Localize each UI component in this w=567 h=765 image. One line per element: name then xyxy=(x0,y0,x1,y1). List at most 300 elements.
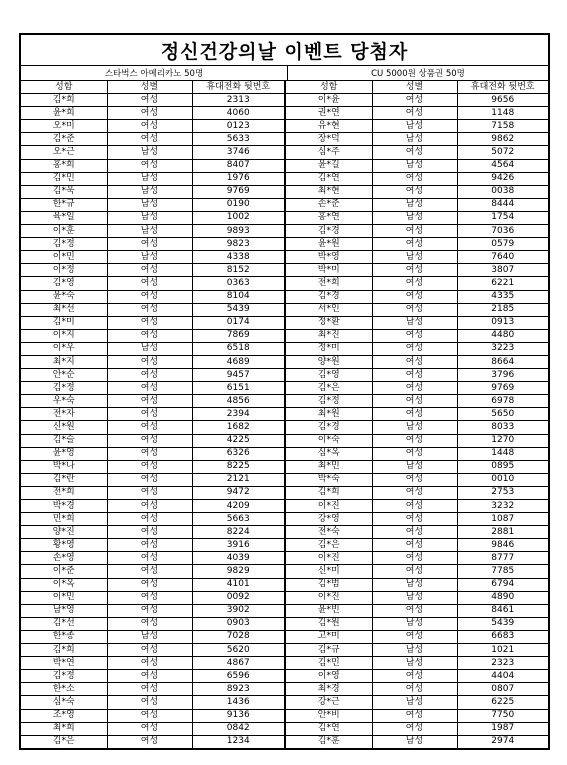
name-cell: 김*민 xyxy=(285,657,372,670)
phone-cell: 5663 xyxy=(192,513,285,526)
table-header-row xyxy=(21,81,548,94)
phone-cell: 0579 xyxy=(457,238,548,251)
name-cell: 심*숙 xyxy=(21,696,107,709)
column-header-gender-right: 성별 xyxy=(372,81,457,94)
name-cell: 이*숙 xyxy=(285,434,372,447)
table-row xyxy=(21,408,548,421)
gender-cell: 여성 xyxy=(107,434,192,447)
phone-cell: 7036 xyxy=(457,225,548,238)
phone-cell: 4564 xyxy=(457,159,548,172)
name-cell: 남*영 xyxy=(21,604,107,617)
name-cell: 전*자 xyxy=(21,408,107,421)
name-cell: 장*덕 xyxy=(285,133,372,146)
phone-cell: 4480 xyxy=(457,329,548,342)
gender-cell: 여성 xyxy=(107,264,192,277)
gender-cell: 여성 xyxy=(107,473,192,486)
phone-cell: 4335 xyxy=(457,290,548,303)
gender-cell: 여성 xyxy=(107,500,192,513)
gender-cell: 여성 xyxy=(107,355,192,368)
gender-cell: 여성 xyxy=(107,408,192,421)
phone-cell: 7640 xyxy=(457,251,548,264)
name-cell: 김*희 xyxy=(21,644,107,657)
column-header-gender-left: 성별 xyxy=(107,81,192,94)
phone-cell: 6326 xyxy=(192,447,285,460)
phone-cell: 0190 xyxy=(192,198,285,211)
gender-cell: 여성 xyxy=(107,133,192,146)
name-cell: 이*우 xyxy=(21,342,107,355)
phone-cell: 5650 xyxy=(457,408,548,421)
phone-cell: 5633 xyxy=(192,133,285,146)
gender-cell: 남성 xyxy=(107,630,192,643)
gender-cell: 여성 xyxy=(107,670,192,683)
phone-cell: 4039 xyxy=(192,552,285,565)
table-row xyxy=(21,211,548,224)
gender-cell: 남성 xyxy=(372,657,457,670)
phone-cell: 6596 xyxy=(192,670,285,683)
phone-cell: 1021 xyxy=(457,644,548,657)
name-cell: 고*미 xyxy=(285,630,372,643)
gender-cell: 여성 xyxy=(372,513,457,526)
table-row xyxy=(21,355,548,368)
gender-cell: 여성 xyxy=(372,225,457,238)
gender-cell: 남성 xyxy=(372,251,457,264)
name-cell: 김*정 xyxy=(285,395,372,408)
table-row xyxy=(21,251,548,264)
gender-cell: 여성 xyxy=(372,342,457,355)
gender-cell: 남성 xyxy=(107,211,192,224)
name-cell: 최*현 xyxy=(285,185,372,198)
name-cell: 김*훈 xyxy=(285,735,372,748)
name-cell: 최*민 xyxy=(285,460,372,473)
phone-cell: 1682 xyxy=(192,421,285,434)
phone-cell: 3796 xyxy=(457,369,548,382)
name-cell: 이*진 xyxy=(285,591,372,604)
name-cell: 김*란 xyxy=(21,473,107,486)
phone-cell: 9862 xyxy=(457,133,548,146)
prize-header-row xyxy=(21,66,548,81)
name-cell: 김*정 xyxy=(21,382,107,395)
name-cell: 서*인 xyxy=(285,303,372,316)
gender-cell: 남성 xyxy=(107,185,192,198)
gender-cell: 여성 xyxy=(107,486,192,499)
table-row xyxy=(21,382,548,395)
name-cell: 박*연 xyxy=(21,657,107,670)
gender-cell: 여성 xyxy=(107,683,192,696)
name-cell: 김*욱 xyxy=(21,185,107,198)
gender-cell: 남성 xyxy=(107,198,192,211)
phone-cell: 4689 xyxy=(192,355,285,368)
name-cell: 김*희 xyxy=(285,486,372,499)
phone-cell: 2394 xyxy=(192,408,285,421)
table-row xyxy=(21,630,548,643)
gender-cell: 여성 xyxy=(372,565,457,578)
name-cell: 윤*빈 xyxy=(285,604,372,617)
name-cell: 김*선 xyxy=(21,617,107,630)
phone-cell: 0913 xyxy=(457,316,548,329)
table-row xyxy=(21,513,548,526)
gender-cell: 여성 xyxy=(107,604,192,617)
table-row xyxy=(21,395,548,408)
phone-cell: 9136 xyxy=(192,709,285,722)
table-row xyxy=(21,486,548,499)
gender-cell: 여성 xyxy=(107,578,192,591)
phone-cell: 1436 xyxy=(192,696,285,709)
gender-cell: 여성 xyxy=(107,644,192,657)
phone-cell: 4209 xyxy=(192,500,285,513)
gender-cell: 여성 xyxy=(107,120,192,133)
name-cell: 김*규 xyxy=(285,644,372,657)
phone-cell: 1234 xyxy=(192,735,285,748)
gender-cell: 남성 xyxy=(107,225,192,238)
table-row xyxy=(21,447,548,460)
phone-cell: 7028 xyxy=(192,630,285,643)
phone-cell: 1002 xyxy=(192,211,285,224)
phone-cell: 9656 xyxy=(457,94,548,107)
name-cell: 안*순 xyxy=(21,369,107,382)
gender-cell: 남성 xyxy=(107,342,192,355)
gender-cell: 남성 xyxy=(372,617,457,630)
phone-cell: 9472 xyxy=(192,486,285,499)
name-cell: 김*은 xyxy=(285,382,372,395)
gender-cell: 여성 xyxy=(372,552,457,565)
page-title: 정신건강의날 이벤트 당첨자 xyxy=(21,35,548,66)
gender-cell: 여성 xyxy=(107,94,192,107)
name-cell: 이*진 xyxy=(285,552,372,565)
name-cell: 김*은 xyxy=(21,735,107,748)
table-row xyxy=(21,94,548,107)
winners-table-body xyxy=(21,94,548,748)
name-cell: 최*진 xyxy=(285,329,372,342)
table-row xyxy=(21,552,548,565)
gender-cell: 여성 xyxy=(107,722,192,735)
table-row xyxy=(21,133,548,146)
gender-cell: 여성 xyxy=(372,238,457,251)
gender-cell: 여성 xyxy=(372,434,457,447)
table-row xyxy=(21,500,548,513)
phone-cell: 9823 xyxy=(192,238,285,251)
phone-cell: 9769 xyxy=(457,382,548,395)
gender-cell: 여성 xyxy=(372,172,457,185)
gender-cell: 여성 xyxy=(372,709,457,722)
phone-cell: 4404 xyxy=(457,670,548,683)
gender-cell: 여성 xyxy=(107,526,192,539)
phone-cell: 8224 xyxy=(192,526,285,539)
gender-cell: 여성 xyxy=(372,408,457,421)
name-cell: 박*숙 xyxy=(285,473,372,486)
name-cell: 김*영 xyxy=(285,369,372,382)
gender-cell: 남성 xyxy=(107,172,192,185)
column-header-name-right: 성함 xyxy=(285,81,372,94)
name-cell: 윤*희 xyxy=(21,107,107,120)
name-cell: 김*준 xyxy=(21,133,107,146)
table-row xyxy=(21,172,548,185)
phone-cell: 3232 xyxy=(457,500,548,513)
name-cell: 신*원 xyxy=(21,421,107,434)
gender-cell: 여성 xyxy=(107,382,192,395)
table-row xyxy=(21,617,548,630)
phone-cell: 8152 xyxy=(192,264,285,277)
name-cell: 홍*연 xyxy=(285,211,372,224)
gender-cell: 여성 xyxy=(107,696,192,709)
table-row xyxy=(21,120,548,133)
name-cell: 황*영 xyxy=(21,539,107,552)
phone-cell: 0038 xyxy=(457,185,548,198)
gender-cell: 여성 xyxy=(372,290,457,303)
name-cell: 김*연 xyxy=(285,172,372,185)
gender-cell: 여성 xyxy=(372,277,457,290)
phone-cell: 2323 xyxy=(457,657,548,670)
gender-cell: 남성 xyxy=(372,159,457,172)
name-cell: 이*훈 xyxy=(21,225,107,238)
table-row xyxy=(21,604,548,617)
gender-cell: 남성 xyxy=(372,198,457,211)
gender-cell: 여성 xyxy=(372,303,457,316)
phone-cell: 5072 xyxy=(457,146,548,159)
name-cell: 오*근 xyxy=(21,146,107,159)
column-header-phone-right: 휴대전화 뒷번호 xyxy=(457,81,548,94)
table-row xyxy=(21,735,548,748)
phone-cell: 2974 xyxy=(457,735,548,748)
name-cell: 손*준 xyxy=(285,198,372,211)
phone-cell: 8225 xyxy=(192,460,285,473)
name-cell: 전*숙 xyxy=(285,526,372,539)
phone-cell: 8104 xyxy=(192,290,285,303)
gender-cell: 여성 xyxy=(372,604,457,617)
phone-cell: 4890 xyxy=(457,591,548,604)
name-cell: 최*지 xyxy=(21,355,107,368)
name-cell: 윤*길 xyxy=(285,159,372,172)
column-header-phone-left: 휴대전화 뒷번호 xyxy=(192,81,285,94)
phone-cell: 5439 xyxy=(192,303,285,316)
name-cell: 정*미 xyxy=(285,342,372,355)
gender-cell: 여성 xyxy=(107,159,192,172)
name-cell: 양*진 xyxy=(21,526,107,539)
phone-cell: 4867 xyxy=(192,657,285,670)
phone-cell: 1987 xyxy=(457,722,548,735)
phone-cell: 4338 xyxy=(192,251,285,264)
gender-cell: 남성 xyxy=(372,591,457,604)
name-cell: 최*경 xyxy=(285,683,372,696)
gender-cell: 여성 xyxy=(372,473,457,486)
name-cell: 한*종 xyxy=(21,630,107,643)
table-row xyxy=(21,159,548,172)
name-cell: 심*옥 xyxy=(285,447,372,460)
gender-cell: 여성 xyxy=(107,552,192,565)
phone-cell: 6151 xyxy=(192,382,285,395)
gender-cell: 여성 xyxy=(107,369,192,382)
table-row xyxy=(21,316,548,329)
phone-cell: 1270 xyxy=(457,434,548,447)
gender-cell: 여성 xyxy=(107,277,192,290)
name-cell: 이*지 xyxy=(21,329,107,342)
table-row xyxy=(21,107,548,120)
name-cell: 한*규 xyxy=(21,198,107,211)
table-row xyxy=(21,264,548,277)
gender-cell: 여성 xyxy=(372,382,457,395)
name-cell: 김*영 xyxy=(21,277,107,290)
phone-cell: 2185 xyxy=(457,303,548,316)
name-cell: 강*근 xyxy=(285,696,372,709)
table-row xyxy=(21,526,548,539)
gender-cell: 여성 xyxy=(372,146,457,159)
name-cell: 정*환 xyxy=(285,316,372,329)
table-row xyxy=(21,460,548,473)
winners-sheet xyxy=(19,33,550,750)
name-cell: 이*윤 xyxy=(285,94,372,107)
name-cell: 최*선 xyxy=(21,303,107,316)
phone-cell: 4101 xyxy=(192,578,285,591)
gender-cell: 여성 xyxy=(372,500,457,513)
table-row xyxy=(21,238,548,251)
table-row xyxy=(21,565,548,578)
gender-cell: 남성 xyxy=(372,120,457,133)
phone-cell: 9457 xyxy=(192,369,285,382)
name-cell: 박*경 xyxy=(21,500,107,513)
name-cell: 김*연 xyxy=(285,722,372,735)
table-row xyxy=(21,578,548,591)
gender-cell: 여성 xyxy=(107,316,192,329)
phone-cell: 3916 xyxy=(192,539,285,552)
name-cell: 이*정 xyxy=(21,264,107,277)
name-cell: 김*정 xyxy=(21,670,107,683)
gender-cell: 남성 xyxy=(372,316,457,329)
gender-cell: 여성 xyxy=(107,303,192,316)
name-cell: 유*현 xyxy=(285,120,372,133)
name-cell: 안*비 xyxy=(285,709,372,722)
phone-cell: 0903 xyxy=(192,617,285,630)
name-cell: 윤*원 xyxy=(285,238,372,251)
gender-cell: 여성 xyxy=(107,513,192,526)
phone-cell: 8033 xyxy=(457,421,548,434)
name-cell: 심*주 xyxy=(285,146,372,159)
gender-cell: 남성 xyxy=(372,460,457,473)
name-cell: 한*소 xyxy=(21,683,107,696)
phone-cell: 6225 xyxy=(457,696,548,709)
table-row xyxy=(21,657,548,670)
phone-cell: 7785 xyxy=(457,565,548,578)
phone-cell: 8407 xyxy=(192,159,285,172)
name-cell: 홍*희 xyxy=(21,159,107,172)
gender-cell: 여성 xyxy=(107,735,192,748)
name-cell: 강*영 xyxy=(285,513,372,526)
name-cell: 김*경 xyxy=(285,421,372,434)
name-cell: 김*경 xyxy=(285,290,372,303)
phone-cell: 2121 xyxy=(192,473,285,486)
table-row xyxy=(21,369,548,382)
table-row xyxy=(21,277,548,290)
gender-cell: 여성 xyxy=(372,486,457,499)
gender-cell: 남성 xyxy=(372,696,457,709)
phone-cell: 5439 xyxy=(457,617,548,630)
phone-cell: 6518 xyxy=(192,342,285,355)
gender-cell: 남성 xyxy=(107,146,192,159)
gender-cell: 여성 xyxy=(107,395,192,408)
prize-right-label: CU 5000원 상품권 50명 xyxy=(371,69,465,79)
gender-cell: 여성 xyxy=(107,421,192,434)
name-cell: 김*경 xyxy=(285,225,372,238)
table-row xyxy=(21,434,548,447)
name-cell: 최*희 xyxy=(21,722,107,735)
phone-cell: 4856 xyxy=(192,395,285,408)
table-row xyxy=(21,722,548,735)
name-cell: 손*영 xyxy=(21,552,107,565)
table-row xyxy=(21,198,548,211)
table-row xyxy=(21,683,548,696)
gender-cell: 여성 xyxy=(372,369,457,382)
table-row xyxy=(21,709,548,722)
gender-cell: 여성 xyxy=(107,617,192,630)
gender-cell: 여성 xyxy=(372,526,457,539)
table-row xyxy=(21,303,548,316)
phone-cell: 6221 xyxy=(457,277,548,290)
phone-cell: 4225 xyxy=(192,434,285,447)
name-cell: 이*옥 xyxy=(21,578,107,591)
phone-cell: 8777 xyxy=(457,552,548,565)
table-row xyxy=(21,539,548,552)
phone-cell: 8923 xyxy=(192,683,285,696)
gender-cell: 여성 xyxy=(107,329,192,342)
gender-cell: 여성 xyxy=(107,565,192,578)
name-cell: 이*민 xyxy=(21,591,107,604)
name-cell: 김*범 xyxy=(285,578,372,591)
table-row xyxy=(21,185,548,198)
column-header-name-left: 성함 xyxy=(21,81,107,94)
name-cell: 박*미 xyxy=(285,264,372,277)
table-row xyxy=(21,670,548,683)
name-cell: 양*원 xyxy=(285,355,372,368)
gender-cell: 여성 xyxy=(372,185,457,198)
gender-cell: 여성 xyxy=(372,447,457,460)
phone-cell: 2881 xyxy=(457,526,548,539)
phone-cell: 7869 xyxy=(192,329,285,342)
phone-cell: 2753 xyxy=(457,486,548,499)
phone-cell: 0807 xyxy=(457,683,548,696)
table-row xyxy=(21,473,548,486)
name-cell: 김*슬 xyxy=(21,434,107,447)
table-row xyxy=(21,591,548,604)
gender-cell: 여성 xyxy=(107,107,192,120)
table-row xyxy=(21,421,548,434)
name-cell: 민*희 xyxy=(21,513,107,526)
phone-cell: 0895 xyxy=(457,460,548,473)
table-row xyxy=(21,225,548,238)
phone-cell: 5620 xyxy=(192,644,285,657)
phone-cell: 8444 xyxy=(457,198,548,211)
phone-cell: 9893 xyxy=(192,225,285,238)
phone-cell: 0123 xyxy=(192,120,285,133)
name-cell: 이*영 xyxy=(285,670,372,683)
name-cell: 육*일 xyxy=(21,211,107,224)
name-cell: 박*영 xyxy=(285,251,372,264)
gender-cell: 여성 xyxy=(372,722,457,735)
name-cell: 오*미 xyxy=(21,120,107,133)
phone-cell: 0092 xyxy=(192,591,285,604)
name-cell: 김*미 xyxy=(21,316,107,329)
name-cell: 이*민 xyxy=(21,251,107,264)
gender-cell: 여성 xyxy=(107,447,192,460)
gender-cell: 여성 xyxy=(107,657,192,670)
name-cell: 김*정 xyxy=(21,238,107,251)
gender-cell: 여성 xyxy=(372,94,457,107)
phone-cell: 1148 xyxy=(457,107,548,120)
table-row xyxy=(21,329,548,342)
gender-cell: 남성 xyxy=(372,578,457,591)
phone-cell: 1976 xyxy=(192,172,285,185)
phone-cell: 0174 xyxy=(192,316,285,329)
gender-cell: 여성 xyxy=(107,591,192,604)
name-cell: 전*희 xyxy=(285,277,372,290)
table-row xyxy=(21,342,548,355)
